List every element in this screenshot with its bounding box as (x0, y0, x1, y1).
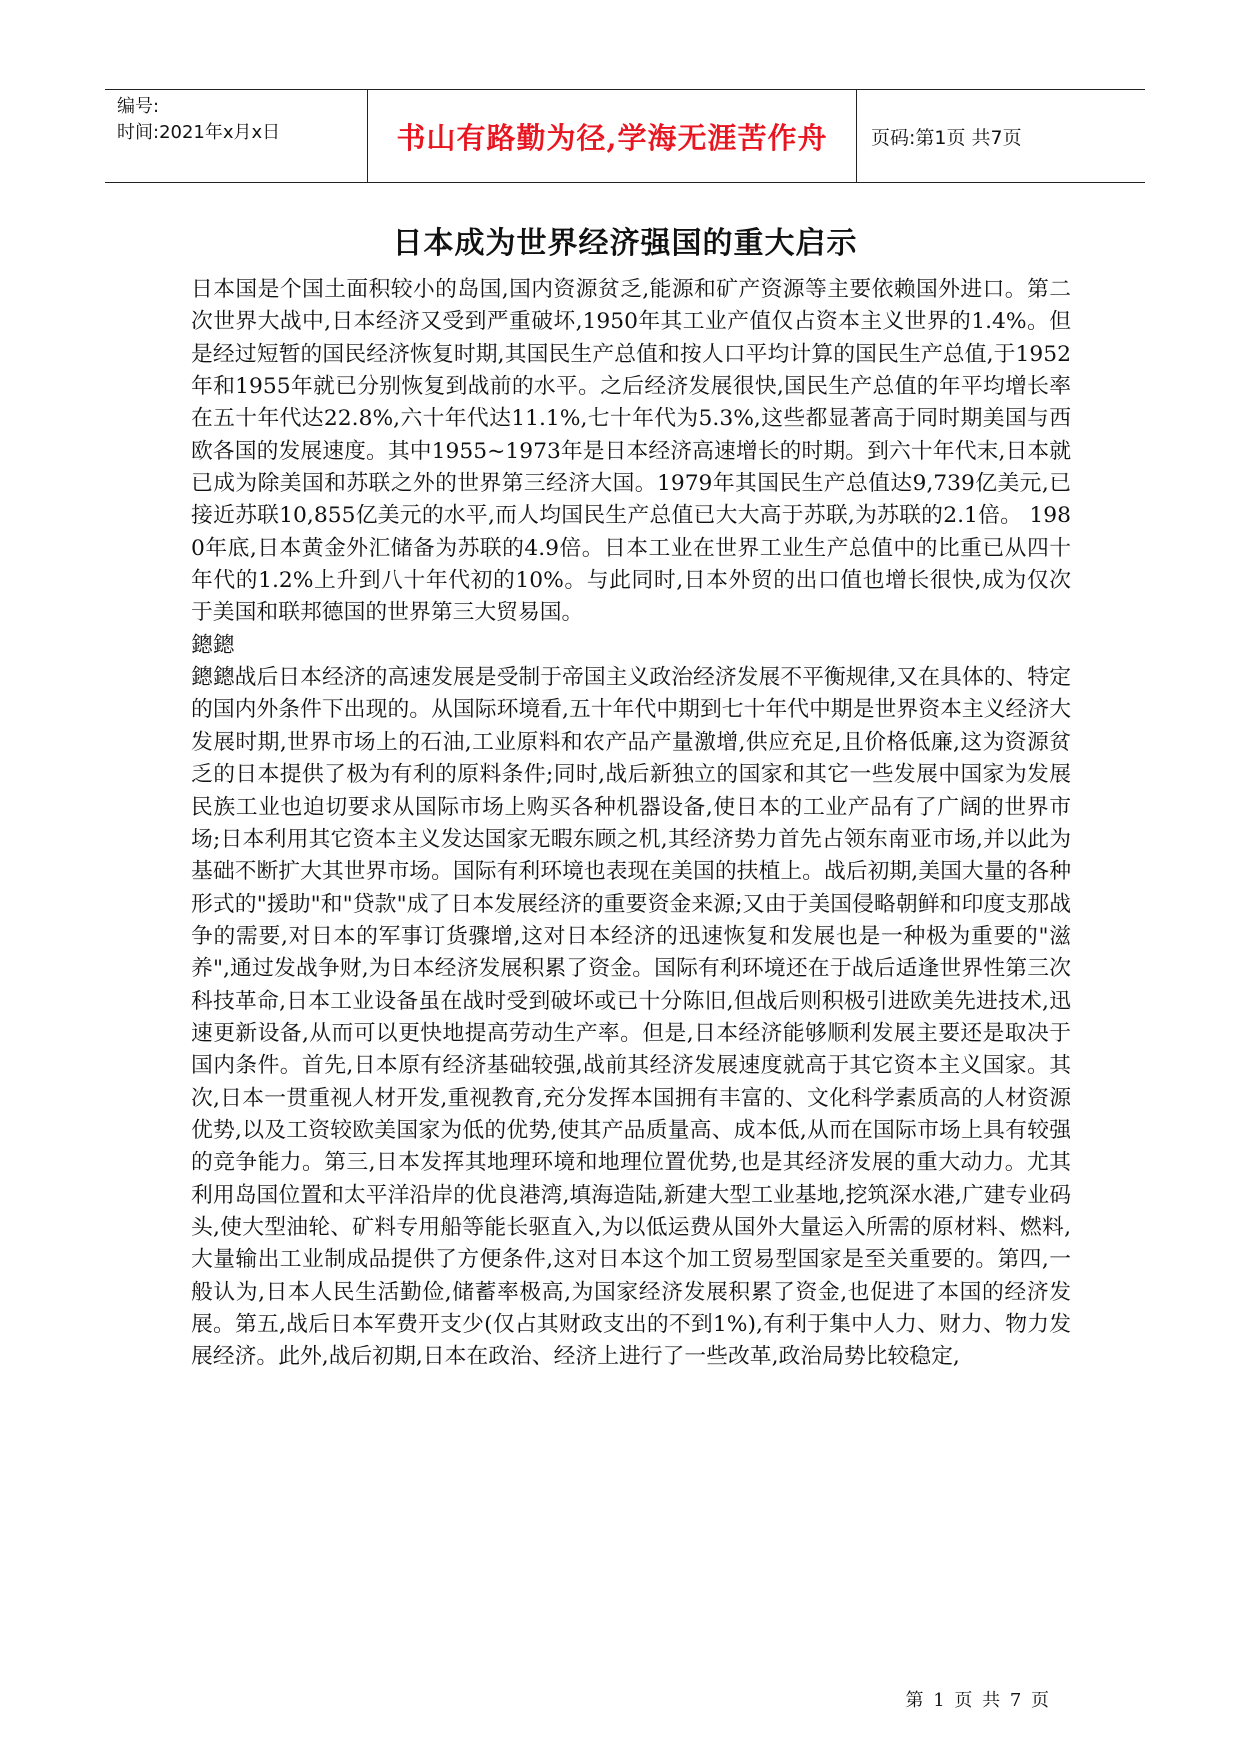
paragraph: 日本国是个国土面积较小的岛国,国内资源贫乏,能源和矿产资源等主要依赖国外进口。第二次世界大战中,日本经济又受到严重破坏,1950年其工业产值仅占资本主义世界的1.4%。但是经过短暂的国民经济恢复时期,其国民生产总值和按人口平均计算的国民生产总值,于1952年和1955年就已分别恢复到战前的水平。之后经济发展很快,国民生产总值的年平均增长率在五十年代达22.8%,六十年代达11.1%,七十年代为5.3%,这些都显著高于同时期美国与西欧各国的发展速度。其中1955~1973年是日本经济高速增长的时期。到六十年代末,日本就已成为除美国和苏联之外的世界第三经济大国。1979年其国民生产总值达9,739亿美元,已接近苏联10,855亿美元的水平,而人均国民生产总值已大大高于苏联,为苏联的2.1倍。 1980年底,日本黄金外汇储备为苏联的4.9倍。日本工业在世界工业生产总值中的比重已从四十年代的1.2%上升到八十年代初的10%。与此同时,日本外贸的出口值也增长很快,成为仅次于美国和联邦德国的世界第三大贸易国。 (191, 277, 1071, 626)
document-time-label: 时间:2021年x月x日 (117, 122, 281, 143)
header-motto: 书山有路勤为径,学海无涯苦作舟 (368, 90, 857, 182)
document-title: 日本成为世界经济强国的重大启示 (392, 226, 858, 261)
header-meta (105, 90, 368, 182)
document-number-label: 编号: (117, 96, 160, 117)
document-body (191, 274, 1071, 1374)
header-page-info: 页码:第1页 共7页 (871, 126, 1022, 149)
page-footer: 第 1 页 共 7 页 (905, 1690, 1051, 1711)
page-header (105, 89, 1145, 183)
paragraph: 鏓鏓战后日本经济的高速发展是受制于帝国主义政治经济发展不平衡规律,又在具体的、特定的国内外条件下出现的。从国际环境看,五十年代中期到七十年代中期是世界资本主义经济大发展时期,世界市场上的石油,工业原料和农产品产量激增,供应充足,且价格低廉,这为资源贫乏的日本提供了极为有利的原料条件;同时,战后新独立的国家和其它一些发展中国家为发展民族工业也迫切要求从国际市场上购买各种机器设备,使日本的工业产品有了广阔的世界市场;日本利用其它资本主义发达国家无暇东顾之机,其经济势力首先占领东南亚市场,并以此为基础不断扩大其世界市场。国际有利环境也表现在美国的扶植上。战后初期,美国大量的各种形式的"援助"和"贷款"成了日本发展经济的重要资金来源;又由于美国侵略朝鲜和印度支那战争的需要,对日本的军事订货骤增,这对日本经济的迅速恢复和发展也是一种极为重要的"滋养",通过发战争财,为日本经济发展积累了资金。国际有利环境还在于战后适逢世界性第三次科技革命,日本工业设备虽在战时受到破坏或已十分陈旧,但战后则积极引进欧美先进技术,迅速更新设备,从而可以更快地提高劳动生产率。但是,日本经济能够顺利发展主要还是取决于国内条件。首先,日本原有经济基础较强,战前其经济发展速度就高于其它资本主义国家。其次,日本一贯重视人材开发,重视教育,充分发挥本国拥有丰富的、文化科学素质高的人材资源优势,以及工资较欧美国家为低的优势,使其产品质量高、成本低,从而在国际市场上具有较强的竞争能力。第三,日本发挥其地理环境和地理位置优势,也是其经济发展的重大动力。尤其利用岛国位置和太平洋沿岸的优良港湾,填海造陆,新建大型工业基地,挖筑深水港,广建专业码头,使大型油轮、矿料专用船等能长驱直入,为以低运费从国外大量运入所需的原材料、燃料,大量输出工业制成品提供了方便条件,这对日本这个加工贸易型国家是至关重要的。第四,一般认为,日本人民生活勤俭,储蓄率极高,为国家经济发展积累了资金,也促进了本国的经济发展。第五,战后日本军费开支少(仅占其财政支出的不到1%),有利于集中人力、财力、物力发展经济。此外,战后初期,日本在政治、经济上进行了一些改革,政治局势比较稳定, (191, 665, 1071, 1370)
paragraph: 鏓鏓 (191, 632, 235, 658)
